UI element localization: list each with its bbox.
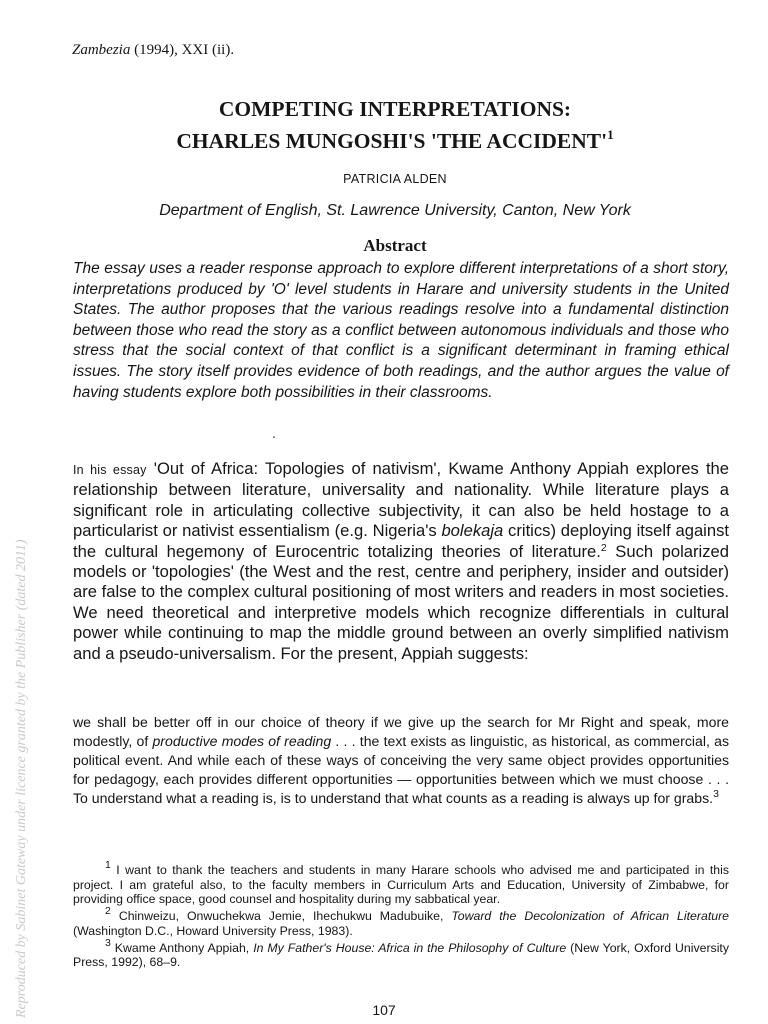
quote-emphasis: productive modes of reading [152, 733, 332, 750]
body-text-3: Such polarized models or 'topologies' (the West and the rest, centre and periphery, insider and outsider) are false to the complex cultural positioning of most writers and readers in most societies. We need theoretical and interpretive models which recognize differentials in cultural power while continuing to map the middle ground between an overly simplified nativism and a pseudo-universalism. For the present, Appiah suggests: [73, 541, 729, 663]
journal-name: Zambezia [72, 42, 131, 58]
title-text: CHARLES MUNGOSHI'S 'THE ACCIDENT' [176, 129, 608, 153]
quote-text-1: we shall be better off in our choice of theory if we give up the search for Mr Right and speak, more modestly, of [73, 714, 729, 750]
footnote-2-text-a: Chinweizu, Onwuchekwa Jemie, Ihechukwu Madubuike, [110, 909, 452, 924]
footnote-1-text: I want to thank the teachers and students in many Harare schools who advised me and participated in this project. I am grateful also, to the faculty members in Curriculum Arts and Education, University of Zimbabwe, for providing office space, good counsel and hospitality during my sabbatical year. [73, 863, 729, 907]
footnote-3-text-a: Kwame Anthony Appiah, [110, 940, 254, 955]
title-footnote-ref[interactable]: 1 [607, 127, 614, 142]
author-name: PATRICIA ALDEN [343, 172, 447, 186]
footnote-2-book-title: Toward the Decolonization of African Literature [451, 909, 730, 924]
abstract-text: The essay uses a reader response approach to explore different interpretations of a short story, interpretations produced by 'O' level students in Harare and university students in the United States. The author proposes that the various readings resolve into a fundamental distinction between those who read the story as a conflict between autonomous individuals and those who stress that the social context of that conflict is a significant determinant in framing ethical issues. The story itself provides evidence of both readings, and the author argues the value of having students explore both possibilities in their classrooms. [73, 260, 729, 401]
article-title-line-2 [70, 127, 720, 154]
watermark: Reproduced by Sabinet Gateway under licence granted by the Publisher (dated 2011) [14, 539, 29, 1018]
block-quote [73, 713, 729, 808]
footnote-1-number: 1 [105, 859, 111, 871]
footnote-ref-2[interactable]: 2 [600, 541, 607, 554]
journal-issue: (1994), XXI (ii). [134, 42, 235, 58]
footnote-2-text-b: (Washington D.C., Howard University Press, 1983). [73, 923, 353, 938]
body-term: bolekaja [441, 521, 504, 541]
abstract-heading: Abstract [363, 236, 427, 255]
body-text-2: critics) deploying itself against the cultural hegemony of Eurocentric totalizing theories of literature. [73, 521, 729, 561]
footnote-3-number: 3 [105, 936, 111, 949]
footnote-3-text-b: (New York, Oxford University Press, 1992), 68–9. [73, 940, 730, 970]
page-number: 107 [372, 1002, 396, 1018]
footnotes [73, 859, 730, 972]
stray-mark: . [272, 427, 276, 441]
lead-in-smallcaps: In his essay [73, 463, 147, 477]
footnote-3-book-title: In My Father's House: Africa in the Philosophy of Culture [253, 940, 567, 955]
footnote-ref-3[interactable]: 3 [713, 788, 719, 801]
quote-text-2: . . . the text exists as linguistic, as historical, as commercial, as political event. And while each of these ways of conceiving the very same object provides opportunities for pedagogy, each provides different opportunities — opportunities between which we must choose . . . To understand what a reading is, is to understand that what counts as a reading is always up for grabs. [73, 733, 729, 807]
footnote-2-number: 2 [105, 905, 111, 918]
footnote-3 [73, 936, 730, 970]
body-paragraph [73, 459, 729, 664]
footnote-1 [73, 859, 729, 907]
body-text-1: 'Out of Africa: Topologies of nativism', Kwame Anthony Appiah explores the relationship between literature, universality and nationality. While literature plays a significant role in articulating collective subjectivity, it can also be held hostage to a particularist or nativist essentialism (e.g. Nigeria's [73, 459, 730, 541]
journal-citation [72, 42, 234, 59]
author-affiliation: Department of English, St. Lawrence University, Canton, New York [159, 202, 631, 219]
footnote-2 [73, 905, 730, 938]
article-title-line-1: COMPETING INTERPRETATIONS: [218, 97, 572, 121]
